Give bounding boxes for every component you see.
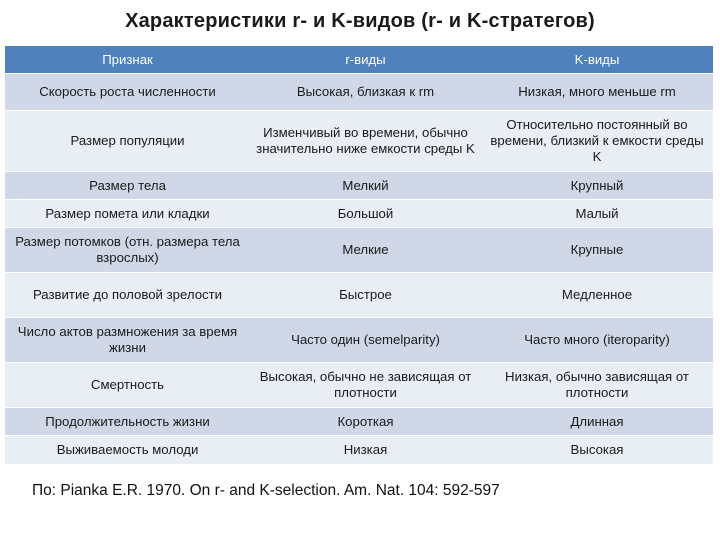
table-row (5, 172, 713, 200)
citation: По: Pianka E.R. 1970. On r- and K-selection. Am. Nat. 104: 592-597 (32, 482, 500, 499)
table-body (5, 74, 713, 464)
table-row (5, 436, 713, 464)
header-trait: Признак (5, 46, 250, 74)
trait-cell: Размер помета или кладки (5, 200, 250, 228)
k-species-cell: Высокая (481, 436, 713, 464)
k-species-cell: Низкая, обычно зависящая от плотности (481, 363, 713, 408)
r-species-cell: Низкая (250, 436, 481, 464)
table-row (5, 74, 713, 111)
trait-cell: Выживаемость молоди (5, 436, 250, 464)
trait-cell: Развитие до половой зрелости (5, 273, 250, 318)
header-r-species: r-виды (250, 46, 481, 74)
r-species-cell: Высокая, обычно не зависящая от плотности (250, 363, 481, 408)
k-species-cell: Длинная (481, 408, 713, 436)
trait-cell: Скорость роста численности (5, 74, 250, 111)
k-species-cell: Крупный (481, 172, 713, 200)
k-species-cell: Малый (481, 200, 713, 228)
table-row (5, 363, 713, 408)
table-row (5, 228, 713, 273)
r-species-cell: Изменчивый во времени, обычно значительно ниже емкости среды K (250, 111, 481, 172)
table-row (5, 273, 713, 318)
table-header-row (5, 46, 713, 74)
table-row (5, 200, 713, 228)
r-species-cell: Высокая, близкая к rm (250, 74, 481, 111)
table-row (5, 111, 713, 172)
page-title: Характеристики r- и K-видов (r- и K-стратегов) (125, 10, 595, 32)
r-k-comparison-table (5, 46, 713, 464)
trait-cell: Смертность (5, 363, 250, 408)
k-species-cell: Низкая, много меньше rm (481, 74, 713, 111)
table-row (5, 318, 713, 363)
trait-cell: Размер потомков (отн. размера тела взрослых) (5, 228, 250, 273)
k-species-cell: Относительно постоянный во времени, близкий к емкости среды K (481, 111, 713, 172)
trait-cell: Число актов размножения за время жизни (5, 318, 250, 363)
r-species-cell: Быстрое (250, 273, 481, 318)
k-species-cell: Крупные (481, 228, 713, 273)
trait-cell: Размер тела (5, 172, 250, 200)
table-row (5, 408, 713, 436)
header-k-species: K-виды (481, 46, 713, 74)
r-species-cell: Мелкие (250, 228, 481, 273)
r-species-cell: Короткая (250, 408, 481, 436)
trait-cell: Продолжительность жизни (5, 408, 250, 436)
r-species-cell: Мелкий (250, 172, 481, 200)
r-species-cell: Часто один (semelparity) (250, 318, 481, 363)
k-species-cell: Медленное (481, 273, 713, 318)
k-species-cell: Часто много (iteroparity) (481, 318, 713, 363)
r-species-cell: Большой (250, 200, 481, 228)
trait-cell: Размер популяции (5, 111, 250, 172)
